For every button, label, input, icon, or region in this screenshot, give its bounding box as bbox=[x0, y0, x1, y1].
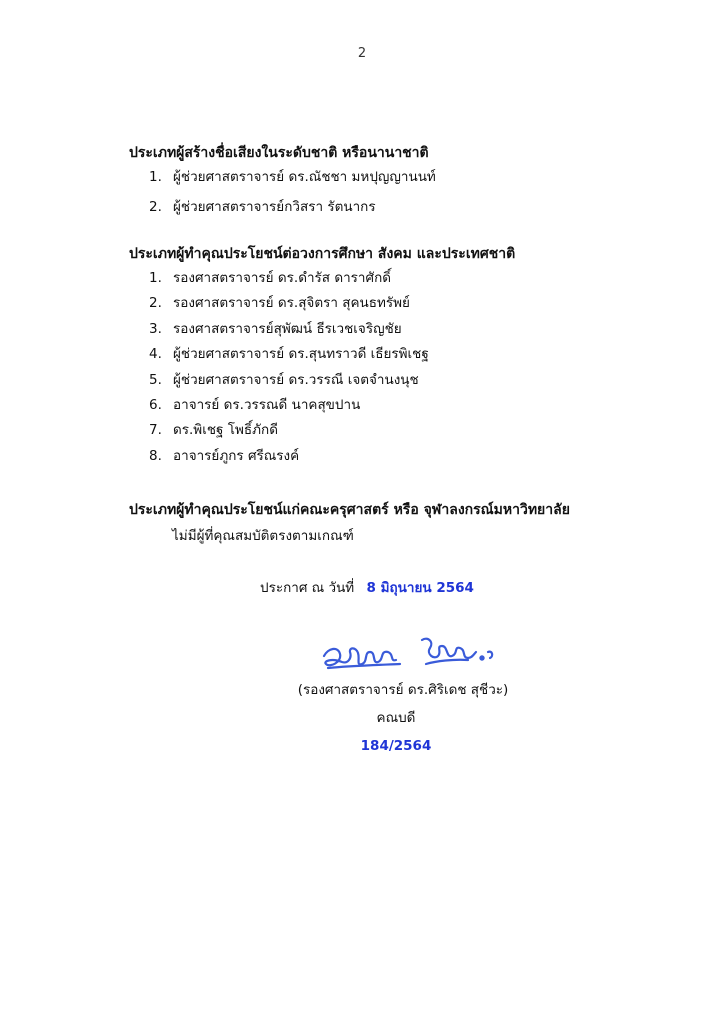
item-name: ผู้ช่วยศาสตราจารย์ ดร.วรรณี เจตจำนงนุช bbox=[173, 371, 419, 388]
no-candidate-note: ไม่มีผู้ที่คุณสมบัติตรงตามเกณฑ์ bbox=[172, 528, 354, 544]
announcement-prefix: ประกาศ ณ วันที่ bbox=[260, 580, 355, 596]
section-heading: ประเภทผู้สร้างชื่อเสียงในระดับชาติ หรือนานาชาติ bbox=[129, 145, 429, 161]
item-number: 4. bbox=[149, 346, 162, 363]
item-name: รองศาสตราจารย์สุพัฒน์ ธีรเวชเจริญชัย bbox=[173, 320, 402, 337]
signer-name: (รองศาสตราจารย์ ดร.ศิริเดช สุชีวะ) bbox=[297, 682, 509, 698]
item-number: 3. bbox=[149, 320, 162, 337]
list-item bbox=[129, 344, 689, 369]
list-item bbox=[129, 197, 689, 223]
item-name: อาจารย์ภูกร ศรีณรงค์ bbox=[173, 447, 300, 464]
item-number: 6. bbox=[149, 396, 162, 413]
signer-title: คณบดี bbox=[376, 710, 416, 726]
announcement-line bbox=[260, 578, 474, 598]
item-name: ผู้ช่วยศาสตราจารย์ ดร.สุนทราวดี เธียรพิเชฐ bbox=[173, 346, 429, 363]
name-list bbox=[129, 268, 689, 471]
list-item bbox=[129, 293, 689, 318]
item-number: 1. bbox=[149, 169, 162, 185]
list-item bbox=[129, 446, 689, 471]
list-item bbox=[129, 167, 689, 193]
section-heading: ประเภทผู้ทำคุณประโยชน์แก่คณะครุศาสตร์ หรือ จุฬาลงกรณ์มหาวิทยาลัย bbox=[129, 502, 570, 518]
list-item bbox=[129, 268, 689, 293]
item-number: 5. bbox=[149, 371, 162, 388]
item-name: อาจารย์ ดร.วรรณดี นาคสุขปาน bbox=[173, 396, 361, 413]
item-number: 8. bbox=[149, 447, 162, 464]
section-national-reputation bbox=[129, 143, 689, 223]
item-number: 1. bbox=[149, 270, 162, 286]
name-list bbox=[129, 167, 689, 223]
section-heading: ประเภทผู้ทำคุณประโยชน์ต่อวงการศึกษา สังคม และประเทศชาติ bbox=[129, 246, 516, 262]
item-name: รองศาสตราจารย์ ดร.ดำรัส ดาราศักดิ์ bbox=[173, 270, 392, 286]
item-name: รองศาสตราจารย์ ดร.สุจิตรา สุคนธทรัพย์ bbox=[173, 295, 410, 312]
item-number: 2. bbox=[149, 199, 162, 215]
list-item bbox=[129, 395, 689, 420]
list-item bbox=[129, 420, 689, 445]
page-number: 2 bbox=[357, 46, 367, 61]
handwritten-signature bbox=[318, 628, 518, 680]
item-name: ดร.พิเชฐ โพธิ์ภักดี bbox=[173, 422, 278, 439]
item-name: ผู้ช่วยศาสตราจารย์ ดร.ณัชชา มหปุญญานนท์ bbox=[173, 169, 436, 185]
announcement-date: 8 มิถุนายน 2564 bbox=[366, 580, 474, 596]
item-name: ผู้ช่วยศาสตราจารย์กวิสรา รัตนากร bbox=[173, 199, 376, 215]
list-item bbox=[129, 319, 689, 344]
section-education-contribution bbox=[129, 244, 689, 471]
section-faculty-contribution bbox=[129, 500, 689, 546]
document-number: 184/2564 bbox=[360, 738, 432, 754]
list-item bbox=[129, 370, 689, 395]
item-number: 7. bbox=[149, 422, 162, 439]
item-number: 2. bbox=[149, 295, 162, 312]
